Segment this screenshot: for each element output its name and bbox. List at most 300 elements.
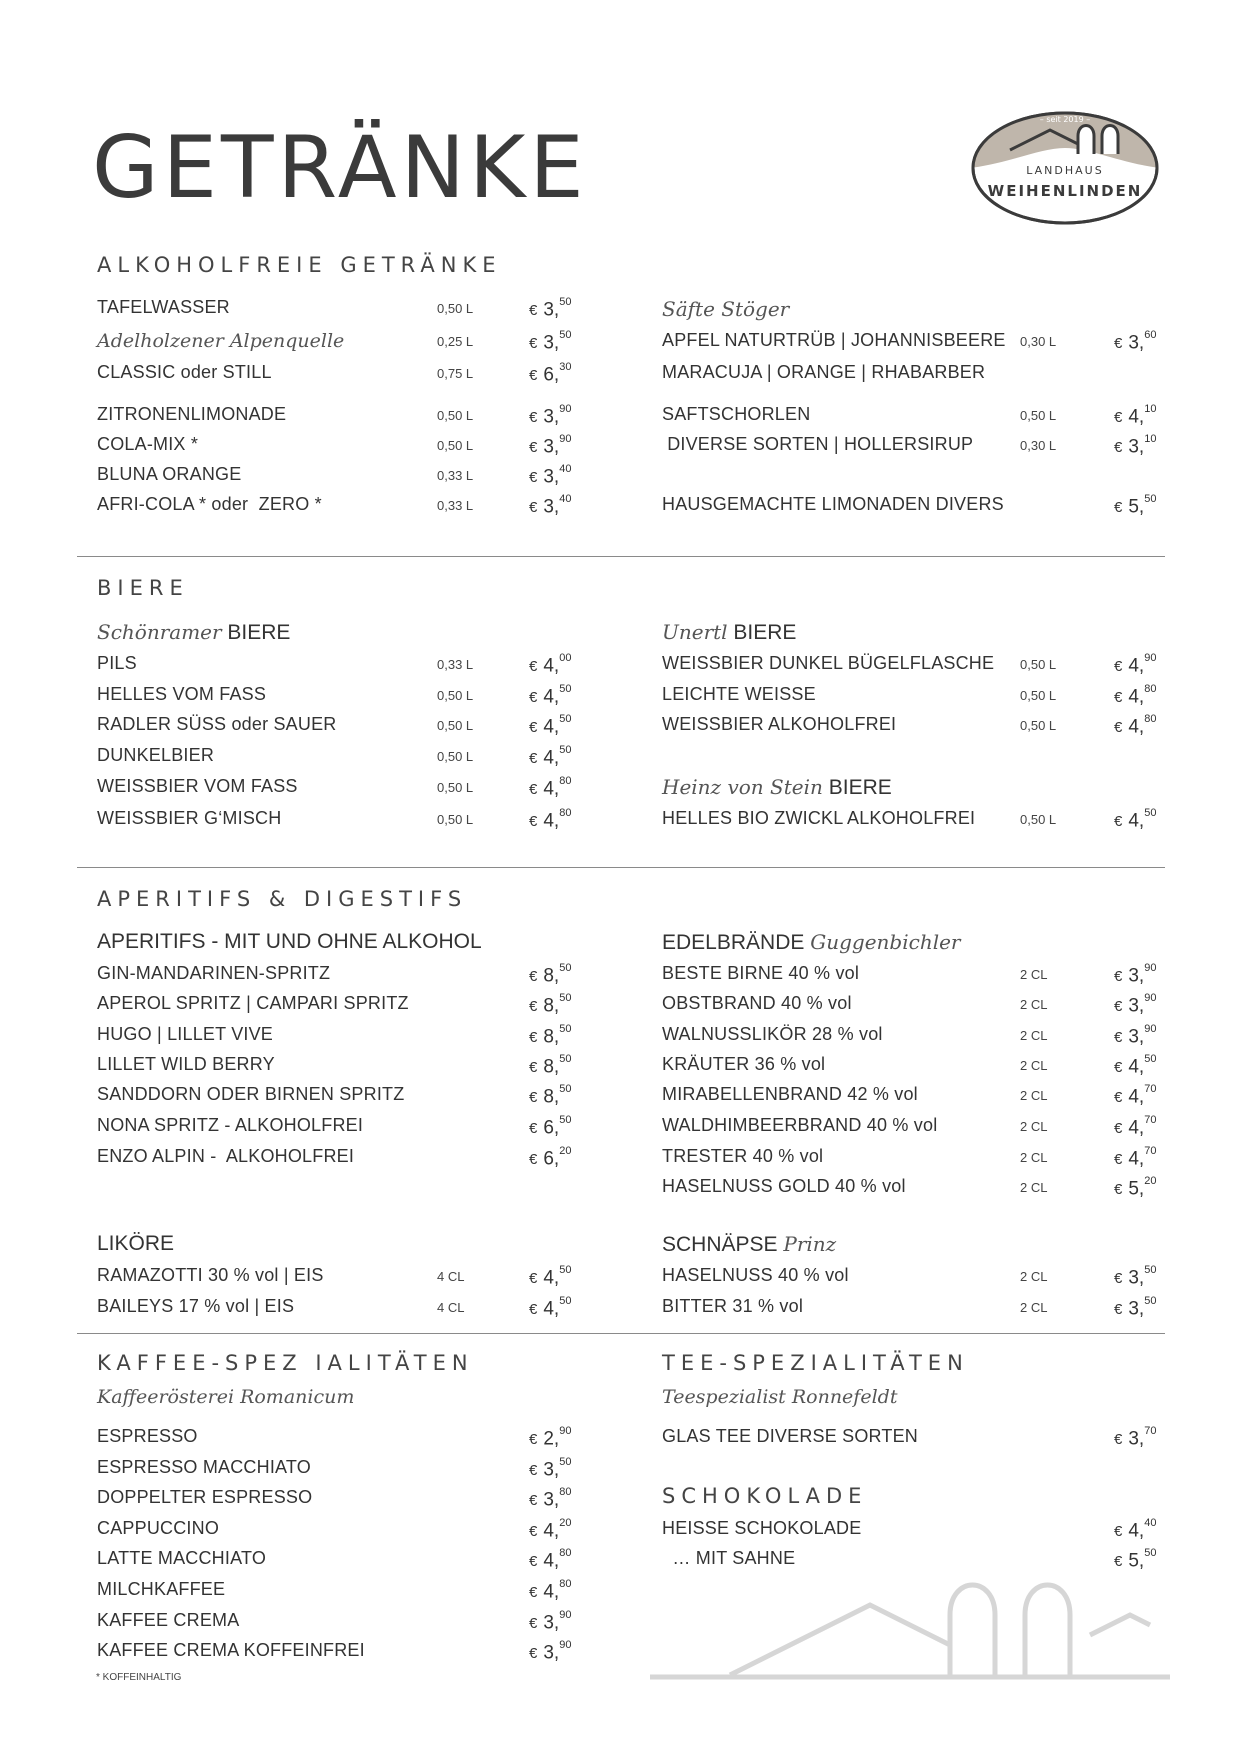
menu-item (97, 963, 599, 989)
menu-item (97, 1487, 599, 1513)
price-integer: 5, (1128, 496, 1145, 518)
item-price (529, 463, 572, 488)
item-name: LEICHTE WEISSE (662, 684, 816, 704)
item-volume: 2 CL (1020, 1058, 1048, 1073)
price-integer: 6, (543, 364, 560, 386)
menu-item (97, 362, 599, 388)
price-decimal: 10 (1144, 403, 1157, 415)
menu-item (97, 1146, 599, 1172)
item-price (529, 1083, 572, 1108)
menu-item (97, 993, 599, 1019)
price-integer: 8, (543, 1026, 560, 1048)
schnaepse-script: Prinz (783, 1232, 837, 1256)
subtitle-unertl (662, 620, 796, 645)
divider (77, 867, 1165, 868)
menu-item (97, 330, 599, 356)
item-volume: 2 CL (1020, 1150, 1048, 1165)
price-integer: 4, (1128, 1148, 1145, 1170)
item-volume: 2 CL (1020, 1088, 1048, 1103)
price-integer: 4, (1128, 1056, 1145, 1078)
price-decimal: 70 (1144, 1114, 1157, 1126)
item-name: SAFTSCHORLEN (662, 404, 811, 424)
item-volume: 2 CL (1020, 967, 1048, 982)
euro-sign: € (529, 1523, 538, 1541)
item-price (1114, 1175, 1157, 1200)
item-price (529, 493, 572, 518)
item-volume: 4 CL (437, 1300, 465, 1315)
house-outline-decoration (650, 1575, 1170, 1680)
price-decimal: 30 (559, 361, 572, 373)
item-volume: 4 CL (437, 1269, 465, 1284)
item-price (529, 1053, 572, 1078)
menu-item (97, 1054, 599, 1080)
price-integer: 2, (543, 1428, 560, 1450)
menu-item (662, 1054, 1184, 1080)
item-price (1114, 364, 1120, 386)
divider (77, 1333, 1165, 1334)
price-integer: 4, (1128, 716, 1145, 738)
euro-sign: € (529, 302, 538, 320)
price-decimal: 50 (1144, 1547, 1157, 1559)
price-decimal: 50 (1144, 1295, 1157, 1307)
schoenramer-script: Schönramer (97, 620, 222, 644)
edel-text: EDELBRÄNDE (662, 931, 805, 954)
price-decimal: 70 (1144, 1083, 1157, 1095)
item-volume: 0,30 L (1020, 334, 1057, 349)
item-name: WALDHIMBEERBRAND 40 % vol (662, 1115, 938, 1135)
price-integer: 3, (543, 1642, 560, 1664)
subtitle-likoere: LIKÖRE (97, 1232, 175, 1255)
price-decimal: 50 (559, 1114, 572, 1126)
euro-sign: € (1114, 409, 1123, 427)
price-decimal: 70 (1144, 1425, 1157, 1437)
item-name: APEROL SPRITZ | CAMPARI SPRITZ (97, 993, 409, 1013)
item-price (529, 775, 572, 800)
menu-item (97, 745, 599, 771)
price-decimal: 90 (1144, 992, 1157, 1004)
edel-script: Guggenbichler (810, 930, 961, 954)
item-price (529, 1114, 572, 1139)
price-integer: 5, (1128, 1550, 1145, 1572)
item-name: KAFFEE CREMA (97, 1610, 240, 1630)
euro-sign: € (1114, 998, 1123, 1016)
euro-sign: € (1114, 689, 1123, 707)
price-decimal: 40 (559, 463, 572, 475)
item-volume: 0,30 L (1020, 438, 1057, 453)
item-name: ESPRESSO (97, 1426, 198, 1446)
item-volume: 2 CL (1020, 1119, 1048, 1134)
item-price (1114, 1053, 1157, 1078)
menu-item (97, 1084, 599, 1110)
euro-sign: € (1114, 1301, 1123, 1319)
price-decimal: 20 (1144, 1175, 1157, 1187)
menu-item (97, 1426, 599, 1452)
price-decimal: 50 (559, 1264, 572, 1276)
price-decimal: 50 (1144, 1264, 1157, 1276)
price-integer: 6, (543, 1148, 560, 1170)
price-integer: 3, (1128, 1267, 1145, 1289)
item-name: MIRABELLENBRAND 42 % vol (662, 1084, 918, 1104)
footnote: * KOFFEINHALTIG (96, 1672, 182, 1683)
item-price (1114, 1145, 1157, 1170)
menu-item (97, 494, 599, 520)
euro-sign: € (529, 1029, 538, 1047)
price-decimal: 40 (1144, 1517, 1157, 1529)
price-integer: 4, (543, 1298, 560, 1320)
item-price (1114, 1114, 1157, 1139)
schoenramer-text: BIERE (227, 621, 291, 644)
item-name: WALNUSSLIKÖR 28 % vol (662, 1024, 883, 1044)
subtitle-kaffee: Kaffeerösterei Romanicum (97, 1386, 355, 1408)
logo-since-text: – seit 2019 – (1039, 115, 1091, 124)
item-price (529, 683, 572, 708)
price-decimal: 50 (559, 962, 572, 974)
item-volume: 0,50 L (437, 780, 474, 795)
price-decimal: 20 (559, 1517, 572, 1529)
euro-sign: € (529, 1615, 538, 1633)
heinz-text: BIERE (828, 776, 892, 799)
price-decimal: 90 (559, 1609, 572, 1621)
item-volume: 0,50 L (1020, 718, 1057, 733)
subtitle-schoenramer (97, 620, 290, 645)
item-name: LILLET WILD BERRY (97, 1054, 275, 1074)
price-decimal: 50 (559, 683, 572, 695)
menu-item (97, 1579, 599, 1605)
subtitle-saefte: Säfte Stöger (662, 297, 790, 321)
item-name: OBSTBRAND 40 % vol (662, 993, 852, 1013)
price-decimal: 90 (1144, 652, 1157, 664)
price-decimal: 50 (559, 713, 572, 725)
euro-sign: € (529, 1059, 538, 1077)
price-decimal: 80 (1144, 683, 1157, 695)
item-price (529, 713, 572, 738)
item-volume: 0,50 L (1020, 812, 1057, 827)
item-price (529, 1578, 572, 1603)
unertl-script: Unertl (662, 620, 728, 644)
euro-sign: € (529, 658, 538, 676)
price-decimal: 50 (559, 329, 572, 341)
item-volume: 0,50 L (437, 718, 474, 733)
item-name: TAFELWASSER (97, 297, 230, 317)
section-alkoholfrei: ALKOHOLFREIE GETRÄNKE (97, 253, 502, 277)
menu-item (662, 1518, 1184, 1544)
euro-sign: € (1114, 1523, 1123, 1541)
item-price (529, 744, 572, 769)
euro-sign: € (529, 689, 538, 707)
item-name: TRESTER 40 % vol (662, 1146, 824, 1166)
menu-item (97, 653, 599, 679)
item-price (1114, 433, 1157, 458)
menu-item (662, 993, 1184, 1019)
subtitle-tee: Teespezialist Ronnefeldt (662, 1386, 898, 1408)
menu-item (97, 1518, 599, 1544)
menu-item (662, 963, 1184, 989)
euro-sign: € (1114, 658, 1123, 676)
euro-sign: € (1114, 439, 1123, 457)
menu-item (97, 434, 599, 460)
item-price (1114, 1083, 1157, 1108)
euro-sign: € (529, 1645, 538, 1663)
item-name: COLA-MIX * (97, 434, 199, 454)
price-integer: 8, (543, 1056, 560, 1078)
item-price (529, 1547, 572, 1572)
item-name: BESTE BIRNE 40 % vol (662, 963, 860, 983)
euro-sign: € (529, 409, 538, 427)
item-price (529, 1517, 572, 1542)
item-name: HELLES VOM FASS (97, 684, 267, 704)
item-price (529, 1023, 572, 1048)
item-price (1114, 992, 1157, 1017)
item-price (1114, 1547, 1157, 1572)
price-decimal: 60 (1144, 329, 1157, 341)
section-schokolade: SCHOKOLADE (662, 1484, 868, 1508)
price-integer: 4, (543, 1550, 560, 1572)
item-volume: 2 CL (1020, 997, 1048, 1012)
menu-item (97, 1457, 599, 1483)
euro-sign: € (529, 469, 538, 487)
price-decimal: 90 (559, 433, 572, 445)
price-decimal: 00 (559, 652, 572, 664)
euro-sign: € (529, 1301, 538, 1319)
euro-sign: € (1114, 1553, 1123, 1571)
menu-item (97, 1024, 599, 1050)
item-volume: 2 CL (1020, 1180, 1048, 1195)
menu-item (662, 684, 1184, 710)
euro-sign: € (1114, 1431, 1123, 1449)
euro-sign: € (1114, 1029, 1123, 1047)
price-integer: 3, (543, 496, 560, 518)
euro-sign: € (529, 998, 538, 1016)
item-name: WEISSBIER VOM FASS (97, 776, 298, 796)
item-name: LATTE MACCHIATO (97, 1548, 267, 1568)
item-name: MARACUJA | ORANGE | RHABARBER (662, 362, 986, 382)
item-name: BITTER 31 % vol (662, 1296, 804, 1316)
price-integer: 3, (1128, 965, 1145, 987)
price-integer: 4, (1128, 1520, 1145, 1542)
item-name: HEISSE SCHOKOLADE (662, 1518, 862, 1538)
item-name: ZITRONENLIMONADE (97, 404, 287, 424)
euro-sign: € (529, 1584, 538, 1602)
price-integer: 3, (1128, 332, 1145, 354)
price-integer: 3, (543, 332, 560, 354)
price-decimal: 50 (559, 992, 572, 1004)
item-name: AFRI-COLA * oder ZERO * (97, 494, 322, 514)
euro-sign: € (529, 1462, 538, 1480)
menu-item (97, 464, 599, 490)
euro-sign: € (529, 499, 538, 517)
price-integer: 3, (1128, 995, 1145, 1017)
menu-item (97, 1640, 599, 1666)
euro-sign: € (529, 719, 538, 737)
item-name: KAFFEE CREMA KOFFEINFREI (97, 1640, 365, 1660)
menu-item (97, 1265, 599, 1291)
euro-sign: € (1114, 1089, 1123, 1107)
euro-sign: € (529, 335, 538, 353)
price-integer: 4, (1128, 810, 1145, 832)
item-price (529, 1264, 572, 1289)
item-price (529, 329, 572, 354)
price-integer: 4, (543, 778, 560, 800)
menu-item (662, 330, 1184, 356)
price-integer: 4, (543, 1520, 560, 1542)
price-integer: 3, (543, 1612, 560, 1634)
euro-sign: € (1114, 813, 1123, 831)
price-integer: 4, (543, 716, 560, 738)
price-decimal: 80 (559, 1547, 572, 1559)
item-price (1114, 1264, 1157, 1289)
subtitle-edelbraende (662, 930, 961, 955)
item-price (529, 361, 572, 386)
item-name: KRÄUTER 36 % vol (662, 1054, 826, 1074)
item-name: BAILEYS 17 % vol | EIS (97, 1296, 295, 1316)
price-decimal: 80 (559, 807, 572, 819)
item-volume: 0,50 L (437, 408, 474, 423)
price-integer: 4, (1128, 655, 1145, 677)
euro-sign: € (529, 968, 538, 986)
item-name: HASELNUSS GOLD 40 % vol (662, 1176, 906, 1196)
price-decimal: 80 (559, 1578, 572, 1590)
item-volume: 0,50 L (437, 438, 474, 453)
item-name: ENZO ALPIN - ALKOHOLFREI (97, 1146, 355, 1166)
item-price (529, 1609, 572, 1634)
menu-item (97, 1296, 599, 1322)
price-decimal: 80 (1144, 713, 1157, 725)
item-price (1114, 403, 1157, 428)
item-name: WEISSBIER ALKOHOLFREI (662, 714, 897, 734)
price-decimal: 50 (1144, 493, 1157, 505)
price-integer: 4, (1128, 686, 1145, 708)
euro-sign: € (1114, 1059, 1123, 1077)
price-decimal: 50 (559, 1083, 572, 1095)
subtitle-adelholzener: Adelholzener Alpenquelle (97, 330, 345, 352)
item-price (529, 1145, 572, 1170)
item-price (1114, 1517, 1157, 1542)
price-decimal: 10 (1144, 433, 1157, 445)
item-price (529, 962, 572, 987)
menu-item (662, 1115, 1184, 1141)
item-name: ESPRESSO MACCHIATO (97, 1457, 311, 1477)
menu-item (97, 404, 599, 430)
divider (77, 556, 1165, 557)
item-price (1114, 962, 1157, 987)
price-decimal: 90 (559, 403, 572, 415)
item-price (529, 296, 572, 321)
item-price (1114, 1295, 1157, 1320)
menu-item (97, 1548, 599, 1574)
item-name: NONA SPRITZ - ALKOHOLFREI (97, 1115, 364, 1135)
item-name: WEISSBIER DUNKEL BÜGELFLASCHE (662, 653, 995, 673)
euro-sign: € (529, 1151, 538, 1169)
euro-sign: € (529, 1431, 538, 1449)
euro-sign: € (529, 439, 538, 457)
menu-item (97, 714, 599, 740)
item-name: RADLER SÜSS oder SAUER (97, 714, 337, 734)
item-volume: 0,33 L (437, 657, 474, 672)
price-integer: 4, (543, 1581, 560, 1603)
item-name: GLAS TEE DIVERSE SORTEN (662, 1426, 919, 1446)
price-integer: 3, (1128, 1428, 1145, 1450)
price-integer: 8, (543, 1086, 560, 1108)
item-name: DUNKELBIER (97, 745, 215, 765)
item-price (1114, 329, 1157, 354)
section-tee: TEE-SPEZIALITÄTEN (662, 1351, 969, 1375)
price-decimal: 90 (1144, 962, 1157, 974)
menu-item (662, 494, 1184, 520)
item-name: CAPPUCCINO (97, 1518, 220, 1538)
item-name: PILS (97, 653, 137, 673)
price-integer: 8, (543, 965, 560, 987)
menu-item (662, 1084, 1184, 1110)
price-decimal: 50 (1144, 807, 1157, 819)
item-volume: 0,50 L (1020, 688, 1057, 703)
item-name: MILCHKAFFEE (97, 1579, 226, 1599)
section-kaffee: KAFFEE-SPEZ IALITÄTEN (97, 1351, 474, 1375)
price-decimal: 50 (559, 296, 572, 308)
euro-sign: € (1114, 1270, 1123, 1288)
logo-line1: LANDHAUS (1026, 164, 1104, 177)
euro-sign: € (1114, 499, 1123, 517)
menu-item (662, 434, 1184, 460)
item-volume: 0,50 L (1020, 408, 1057, 423)
subtitle-aperitifs: APERITIFS - MIT UND OHNE ALKOHOL (97, 930, 482, 953)
menu-item (662, 1548, 1184, 1574)
price-integer: 3, (543, 406, 560, 428)
item-name: DIVERSE SORTEN | HOLLERSIRUP (662, 434, 974, 454)
item-name: … MIT SAHNE (662, 1548, 796, 1568)
menu-item (662, 653, 1184, 679)
item-price (529, 1425, 572, 1450)
price-decimal: 90 (559, 1425, 572, 1437)
logo-line2: WEIHENLINDEN (987, 182, 1143, 200)
price-decimal: 50 (559, 1456, 572, 1468)
subtitle-heinz (662, 775, 892, 800)
price-integer: 3, (543, 436, 560, 458)
price-integer: 8, (543, 995, 560, 1017)
item-price (529, 652, 572, 677)
menu-item (97, 776, 599, 802)
item-price (1114, 1425, 1157, 1450)
item-name: HUGO | LILLET VIVE (97, 1024, 274, 1044)
price-integer: 3, (1128, 436, 1145, 458)
price-decimal: 80 (559, 775, 572, 787)
item-price (529, 1486, 572, 1511)
menu-item (97, 808, 599, 834)
euro-sign: € (1114, 719, 1123, 737)
menu-item (662, 362, 1184, 388)
item-volume: 0,50 L (437, 688, 474, 703)
item-name: SANDDORN ODER BIRNEN SPRITZ (97, 1084, 405, 1104)
item-volume: 0,33 L (437, 468, 474, 483)
item-name: HAUSGEMACHTE LIMONADEN DIVERS (662, 494, 1004, 514)
menu-item (662, 1265, 1184, 1291)
price-integer: 4, (543, 1267, 560, 1289)
price-integer: 4, (543, 655, 560, 677)
euro-sign: € (1114, 335, 1123, 353)
item-price (1114, 1023, 1157, 1048)
item-volume: 0,50 L (437, 301, 474, 316)
item-volume: 2 CL (1020, 1028, 1048, 1043)
price-integer: 4, (1128, 1086, 1145, 1108)
euro-sign: € (529, 1089, 538, 1107)
euro-sign: € (1114, 1120, 1123, 1138)
price-integer: 3, (543, 1489, 560, 1511)
price-integer: 4, (1128, 406, 1145, 428)
item-volume: 0,50 L (437, 812, 474, 827)
price-decimal: 50 (559, 1023, 572, 1035)
menu-item (97, 1115, 599, 1141)
euro-sign: € (529, 750, 538, 768)
price-integer: 5, (1128, 1178, 1145, 1200)
